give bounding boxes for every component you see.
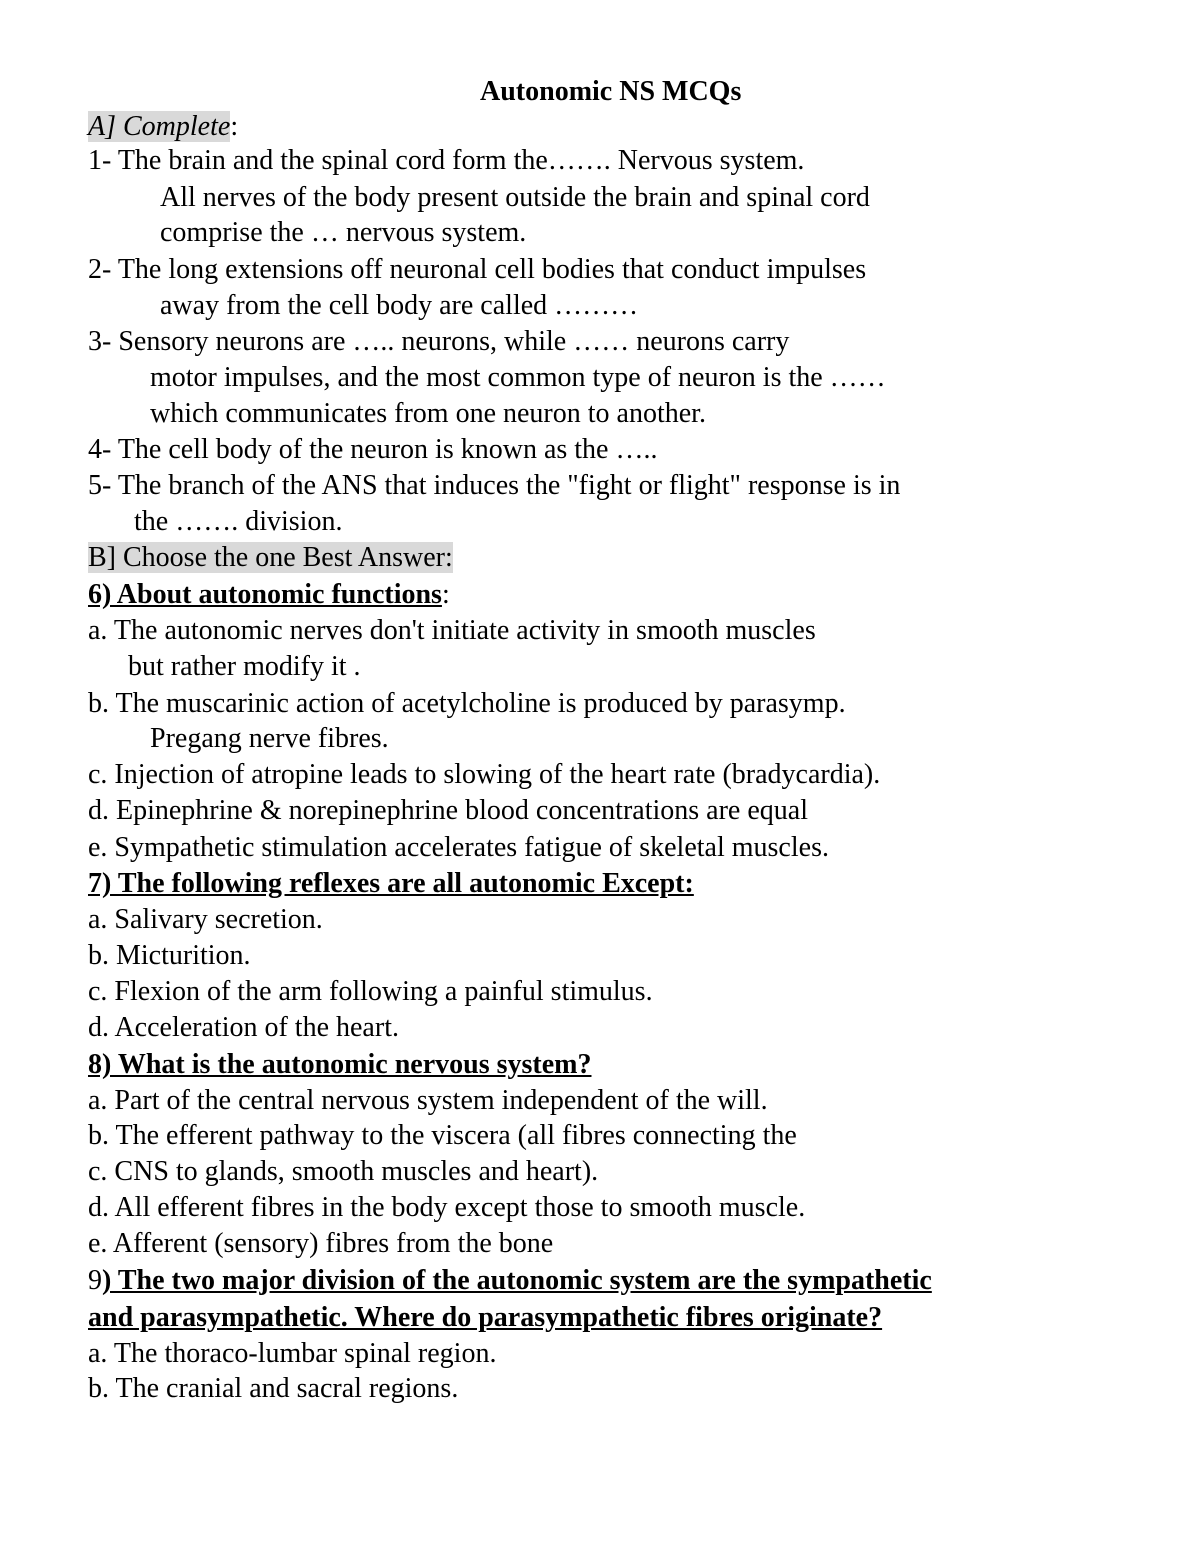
q9-number: 9: [88, 1265, 102, 1296]
q1-line1: 1- The brain and the spinal cord form the……. Nervous system.: [88, 145, 805, 176]
q8-option-e: e. Afferent (sensory) fibres from the bone: [88, 1228, 554, 1259]
q6-option-b-line1: b. The muscarinic action of acetylcholine is produced by parasymp.: [88, 688, 846, 719]
q9-option-a: a. The thoraco-lumbar spinal region.: [88, 1338, 497, 1369]
q6-option-a-line2: but rather modify it .: [128, 651, 361, 682]
q5-line2: the ……. division.: [134, 506, 343, 537]
section-a-colon: :: [230, 111, 239, 142]
q9-option-b: b. The cranial and sacral regions.: [88, 1373, 459, 1404]
q5-line1: 5- The branch of the ANS that induces the "fight or flight" response is in: [88, 470, 901, 501]
q1-line2: All nerves of the body present outside the brain and spinal cord: [160, 182, 870, 213]
q6-heading-text: 6) About autonomic functions: [88, 579, 442, 610]
section-b-heading: [88, 540, 453, 576]
q4-line1: 4- The cell body of the neuron is known as the …..: [88, 434, 658, 465]
q7-option-c: c. Flexion of the arm following a painful stimulus.: [88, 976, 653, 1007]
section-a-label: A] Complete: [88, 111, 231, 142]
section-b-label: B] Choose the one Best Answer:: [88, 542, 453, 573]
q1-line3: comprise the … nervous system.: [160, 217, 527, 248]
page-title: Autonomic NS MCQs: [480, 76, 742, 107]
q9-heading-line1: [88, 1263, 932, 1299]
q6-option-c: c. Injection of atropine leads to slowing of the heart rate (bradycardia).: [88, 759, 881, 790]
q8-heading: 8) What is the autonomic nervous system?: [88, 1049, 592, 1080]
q3-line2: motor impulses, and the most common type of neuron is the ……: [150, 362, 886, 393]
q6-heading: [88, 577, 450, 613]
q6-heading-colon: :: [441, 579, 450, 610]
q6-option-d: d. Epinephrine & norepinephrine blood concentrations are equal: [88, 795, 808, 826]
q6-option-b-line2: Pregang nerve fibres.: [150, 723, 389, 754]
q8-option-a: a. Part of the central nervous system independent of the will.: [88, 1085, 768, 1116]
q8-option-b: b. The efferent pathway to the viscera (all fibres connecting the: [88, 1120, 797, 1151]
q7-option-d: d. Acceleration of the heart.: [88, 1012, 399, 1043]
q7-option-b: b. Micturition.: [88, 940, 251, 971]
q9-heading-text: ) The two major division of the autonomic system are the sympathetic: [102, 1265, 932, 1296]
q2-line2: away from the cell body are called ………: [160, 290, 639, 321]
q6-option-e: e. Sympathetic stimulation accelerates fatigue of skeletal muscles.: [88, 832, 829, 863]
q8-option-c: c. CNS to glands, smooth muscles and heart).: [88, 1156, 599, 1187]
q3-line3: which communicates from one neuron to another.: [150, 398, 706, 429]
q6-option-a-line1: a. The autonomic nerves don't initiate activity in smooth muscles: [88, 615, 816, 646]
q3-line1: 3- Sensory neurons are ….. neurons, while …… neurons carry: [88, 326, 790, 357]
q2-line1: 2- The long extensions off neuronal cell bodies that conduct impulses: [88, 254, 867, 285]
q7-option-a: a. Salivary secretion.: [88, 904, 323, 935]
q8-option-d: d. All efferent fibres in the body except those to smooth muscle.: [88, 1192, 806, 1223]
q9-heading-line2: and parasympathetic. Where do parasympathetic fibres originate?: [88, 1302, 883, 1333]
q7-heading: 7) The following reflexes are all autonomic Except:: [88, 868, 694, 899]
section-a-heading: [88, 109, 238, 145]
